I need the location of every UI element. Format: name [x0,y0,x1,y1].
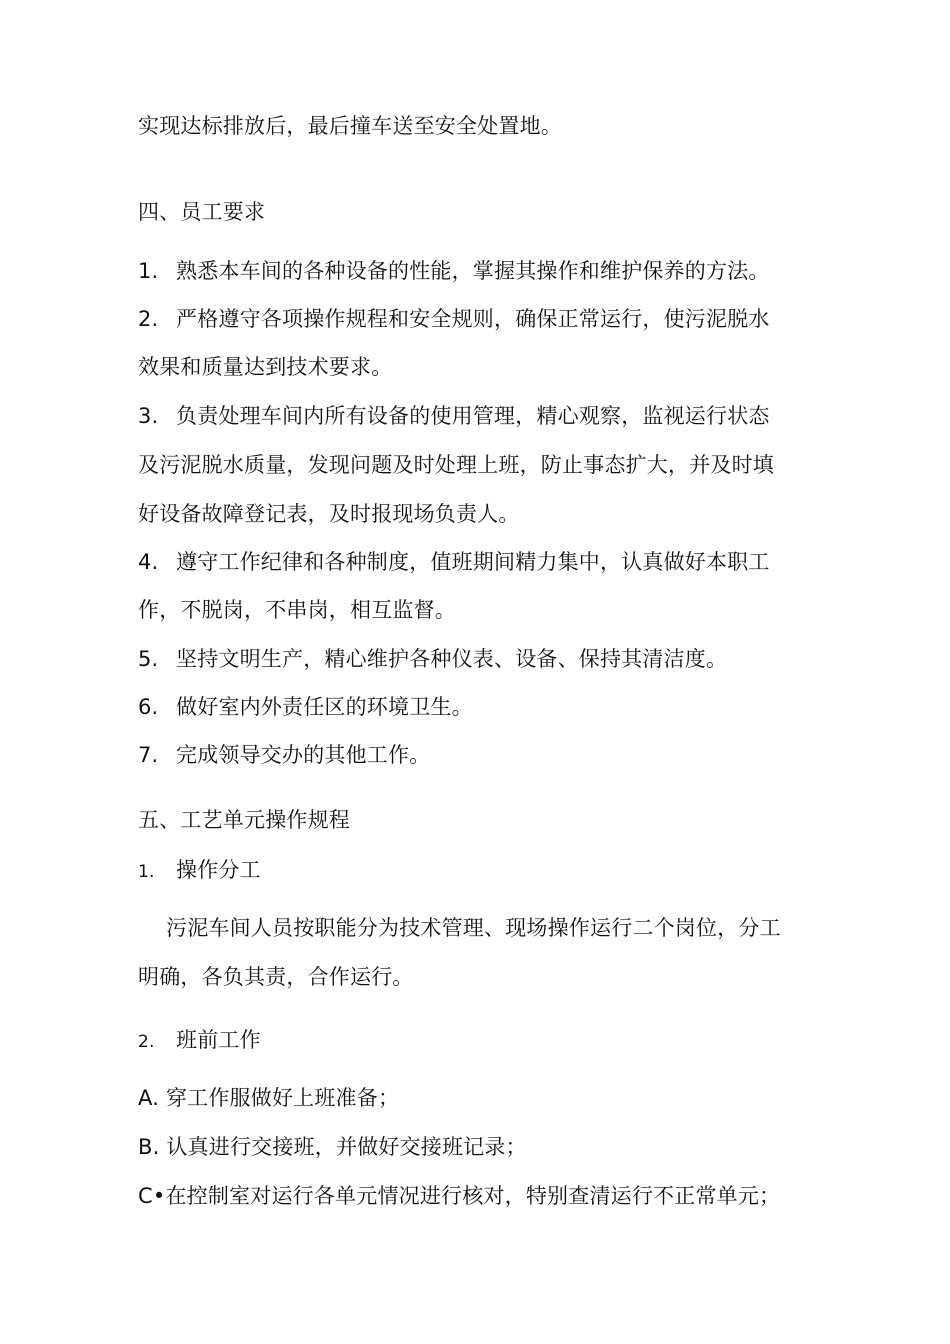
list-number: 2. [138,307,159,331]
subsection-title: 班前工作 [176,1028,261,1052]
list-item-6 [138,693,473,721]
list-item-3-continuation: 好设备故障登记表，及时报现场负责人。 [138,502,520,526]
paragraph-line: 明确，各负其责，合作运行。 [138,965,414,989]
section-heading-process-rules: 五、工艺单元操作规程 [138,808,350,832]
list-number: 3. [138,404,159,428]
list-text: 熟悉本车间的各种设备的性能，掌握其操作和维护保养的方法。 [176,259,770,283]
list-item-5 [138,645,727,673]
list-number: 7. [138,743,159,767]
list-text: 严格遵守各项操作规程和安全规则，确保正常运行，使污泥脱水 [176,307,770,331]
section-heading-staff-requirements: 四、员工要求 [138,200,266,224]
list-text: 遵守工作纪律和各种制度，值班期间精力集中，认真做好本职工 [176,550,770,574]
subsection-2 [138,1026,261,1056]
list-item-2 [138,305,770,333]
list-number: 6. [138,695,159,719]
list-text: 完成领导交办的其他工作。 [176,743,431,767]
step-a: A. 穿工作服做好上班准备； [138,1086,400,1110]
subsection-1 [138,856,261,886]
list-item-4 [138,548,770,576]
list-number: 5. [138,647,159,671]
list-number: 2. [138,1032,155,1052]
list-text: 做好室内外责任区的环境卫生。 [176,695,473,719]
text-line: 实现达标排放后，最后撞车送至安全处置地。 [138,114,562,138]
list-text: 坚持文明生产，精心维护各种仪表、设备、保持其清洁度。 [176,647,728,671]
list-item-7 [138,741,430,769]
list-item-2-continuation: 效果和质量达到技术要求。 [138,355,393,379]
step-b: B. 认真进行交接班，并做好交接班记录； [138,1135,527,1159]
list-item-1 [138,257,770,285]
list-item-3-continuation: 及污泥脱水质量，发现问题及时处理上班，防止事态扩大，并及时填 [138,453,774,477]
list-number: 1. [138,862,155,882]
subsection-title: 操作分工 [176,858,261,882]
list-item-4-continuation: 作，不脱岗，不串岗，相互监督。 [138,598,456,622]
step-c: C•在控制室对运行各单元情况进行核对，特别查清运行不正常单元； [138,1184,781,1208]
paragraph-line: 污泥车间人员按职能分为技术管理、现场操作运行二个岗位，分工 [166,916,781,940]
list-text: 负责处理车间内所有设备的使用管理，精心观察，监视运行状态 [176,404,770,428]
list-number: 4. [138,550,159,574]
list-number: 1. [138,259,159,283]
list-item-3 [138,402,770,430]
